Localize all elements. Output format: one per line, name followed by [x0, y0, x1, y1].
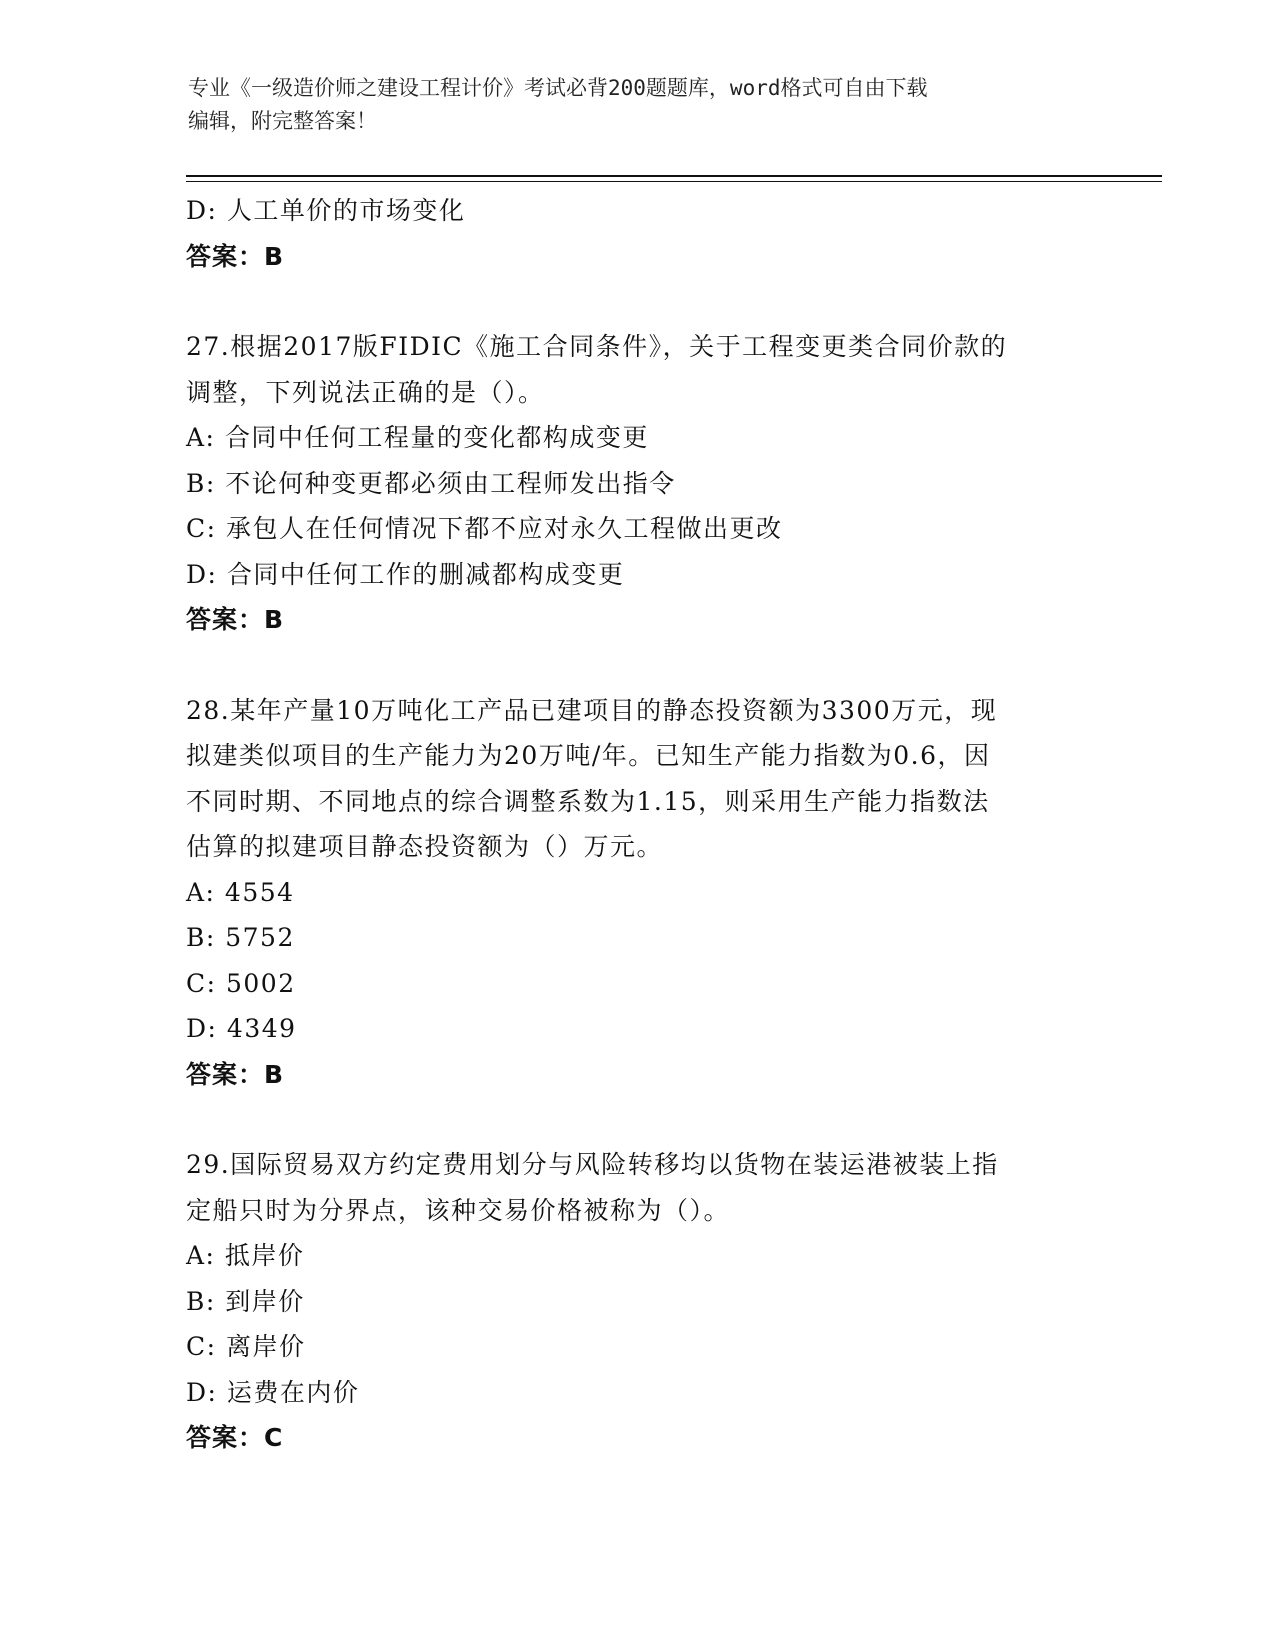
answer-line: 答案：C: [186, 1423, 284, 1452]
option-a: A: 抵岸价: [186, 1241, 305, 1270]
spacer: [186, 1097, 1086, 1142]
answer-line: 答案：B: [186, 1059, 285, 1089]
header-divider-thick: [186, 175, 1162, 177]
option-d: D: 合同中任何工作的删减都构成变更: [186, 559, 625, 589]
option-b: B: 不论何种变更都必须由工程师发出指令: [186, 468, 676, 498]
question-27: [186, 324, 1086, 643]
option-c: C: 5002: [186, 968, 296, 998]
spacer: [186, 279, 1086, 324]
question-stem: 28.某年产量10万吨化工产品已建项目的静态投资额为3300万元，现: [186, 695, 998, 725]
option-d: D: 人工单价的市场变化: [186, 196, 466, 225]
option-a: A: 4554: [186, 877, 295, 907]
question-stem: 29.国际贸易双方约定费用划分与风险转移均以货物在装运港被装上指: [186, 1150, 999, 1179]
option-c: C: 离岸价: [186, 1332, 306, 1361]
question-stem: 不同时期、不同地点的综合调整系数为1.15，则采用生产能力指数法: [186, 786, 990, 816]
document-body: [186, 188, 1086, 1461]
question-29: [186, 1142, 1086, 1461]
question-stem: 调整，下列说法正确的是（）。: [186, 377, 545, 407]
option-b: B: 5752: [186, 923, 295, 952]
answer-line: 答案：B: [186, 605, 285, 634]
spacer: [186, 643, 1086, 688]
header-divider-thin: [186, 181, 1162, 182]
answer-line: 答案：B: [186, 241, 285, 271]
option-d: D: 4349: [186, 1014, 297, 1043]
question-stem: 拟建类似项目的生产能力为20万吨/年。已知生产能力指数为0.6，因: [186, 741, 991, 770]
option-d: D: 运费在内价: [186, 1377, 360, 1407]
question-stem: 27.根据2017版FIDIC《施工合同条件》，关于工程变更类合同价款的: [186, 332, 1008, 361]
option-a: A: 合同中任何工程量的变化都构成变更: [186, 423, 649, 452]
option-c: C: 承包人在任何情况下都不应对永久工程做出更改: [186, 514, 783, 543]
option-b: B: 到岸价: [186, 1286, 305, 1316]
page-header: 专业《一级造价师之建设工程计价》考试必背200题题库，word格式可自由下载 编辑，附完整答案！: [188, 76, 928, 133]
question-stem: 定船只时为分界点，该种交易价格被称为（）。: [186, 1195, 731, 1225]
question-28: [186, 688, 1086, 1098]
question-stem: 估算的拟建项目静态投资额为（）万元。: [186, 832, 664, 861]
